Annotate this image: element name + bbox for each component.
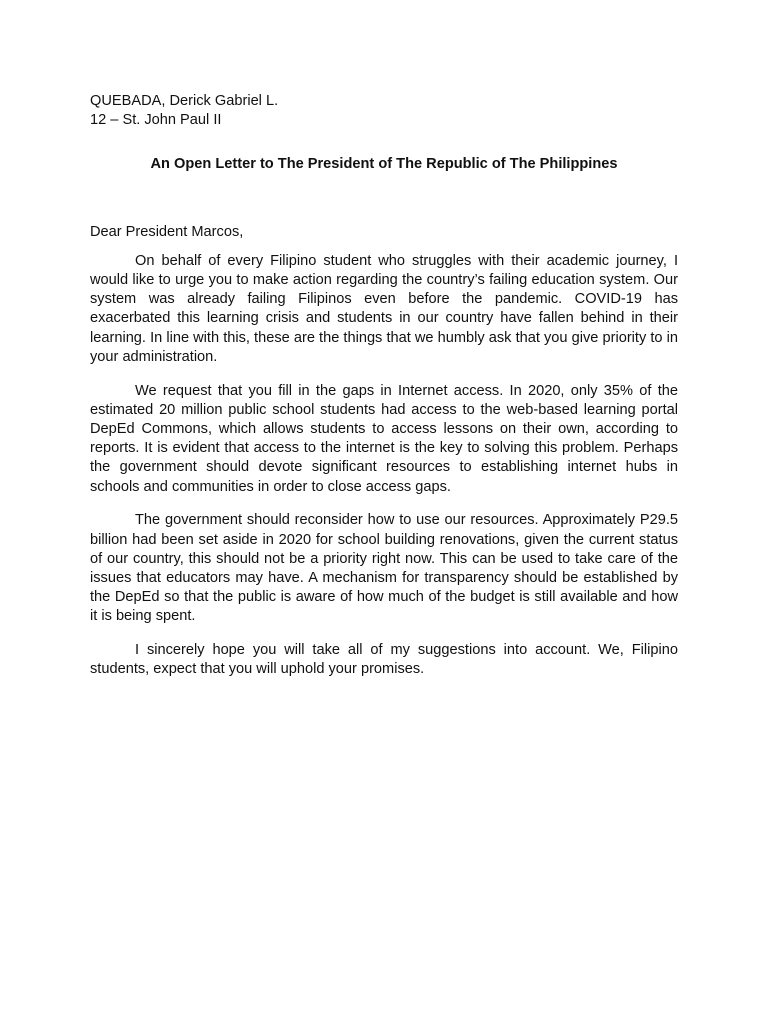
letter-salutation: Dear President Marcos,: [90, 223, 244, 240]
letter-title: An Open Letter to The President of The Republic of The Philippines: [150, 156, 618, 173]
paragraph-4: I sincerely hope you will take all of my suggestions into account. We, Filipino students, expect that you will uphold your promises.: [90, 642, 678, 678]
author-section: 12 – St. John Paul II: [90, 112, 222, 129]
paragraph-3: The government should reconsider how to use our resources. Approximately P29.5 billion had been set aside in 2020 for school building renovations, given the current status of our country, this should not be a priority right now. This can be used to take care of the issues that educators may have. A mechanism for transparency should be established by the DepEd so that the public is aware of how much of the budget is still available and how it is being spent.: [90, 512, 678, 625]
paragraph-2: We request that you fill in the gaps in Internet access. In 2020, only 35% of the estimated 20 million public school students had access to the web-based learning portal DepEd Commons, which allows students to access lessons on their own, according to reports. It is evident that access to the internet is the key to solving this problem. Perhaps the government should devote significant resources to establishing internet hubs in schools and communities in order to close access gaps.: [90, 382, 678, 495]
author-name: QUEBADA, Derick Gabriel L.: [90, 93, 279, 109]
paragraph-1: On behalf of every Filipino student who struggles with their academic journey, I would like to urge you to make action regarding the country’s failing education system. Our system was already failing Filipinos even before the pandemic. COVID-19 has exacerbated this learning crisis and students in our country have fallen behind in their learning. In line with this, these are the things that we humbly ask that you give priority to in your administration.: [90, 252, 678, 365]
letter-content: [90, 92, 678, 694]
letter-header: [90, 92, 678, 130]
